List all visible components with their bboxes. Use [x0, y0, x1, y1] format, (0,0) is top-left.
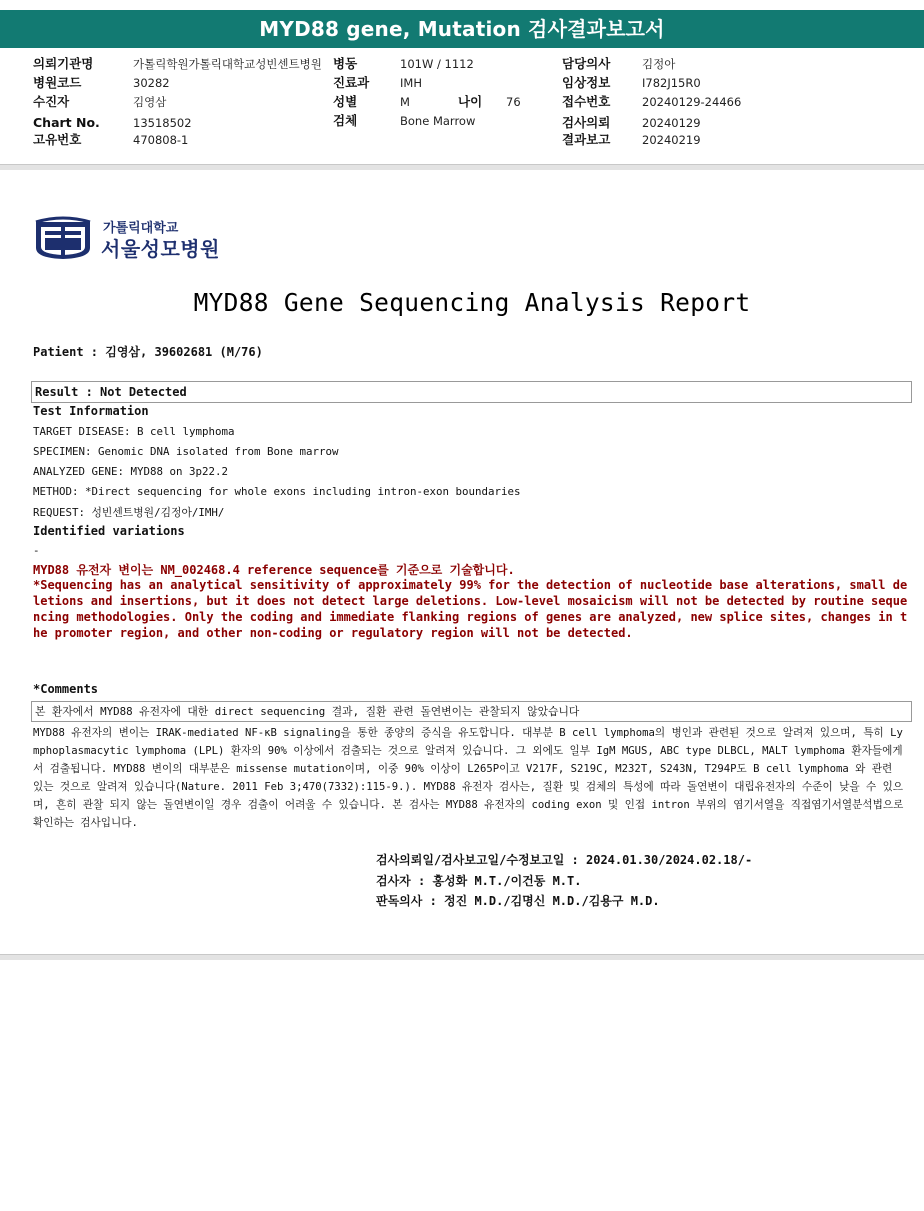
report-dates-line: 검사의뢰일/검사보고일/수정보고일 : 2024.01.30/2024.02.18/- — [376, 853, 753, 867]
identified-variations-value: - — [33, 544, 40, 557]
report-title: MYD88 Gene Sequencing Analysis Report — [193, 288, 751, 317]
header-label-age: 나이 — [458, 94, 483, 109]
comments-heading: *Comments — [33, 682, 99, 696]
result-text: Result : Not Detected — [35, 385, 187, 399]
reference-sequence-note: MYD88 유전자 변이는 NM_002468.4 reference sequence를 기준으로 기술합니다. — [33, 563, 515, 577]
header-label-sex: 성별 — [333, 94, 358, 109]
logo-hospital-name: 서울성모병원 — [101, 237, 220, 261]
analyzed-gene-line: ANALYZED GENE: MYD88 on 3p22.2 — [33, 465, 229, 478]
header-value-hospital-code: 30282 — [133, 76, 170, 90]
header-value-age: 76 — [506, 95, 521, 109]
header-separator — [0, 164, 924, 170]
identified-variations-heading: Identified variations — [33, 524, 185, 538]
header-label-patient: 수진자 — [33, 94, 70, 109]
header-label-accession-no: 접수번호 — [562, 94, 611, 109]
header-value-accession-no: 20240129-24466 — [642, 95, 742, 109]
header-value-sex: M — [400, 95, 410, 109]
footer-separator — [0, 954, 924, 960]
header-label-department: 진료과 — [333, 75, 370, 90]
header-value-clinical-info: I782J15R0 — [642, 76, 701, 90]
header-label-ward: 병동 — [333, 56, 358, 71]
comment-summary: 본 환자에서 MYD88 유전자에 대한 direct sequencing 결과, 질환 관련 돌연변이는 관찰되지 않았습니다 — [35, 705, 580, 718]
header-label-requesting-institution: 의뢰기관명 — [33, 56, 94, 71]
header-label-chart-no: Chart No. — [33, 115, 100, 130]
header-value-ward: 101W / 1112 — [400, 57, 474, 71]
header-value-attending-doctor: 김정아 — [642, 57, 676, 71]
header-label-hospital-code: 병원코드 — [33, 75, 82, 90]
hospital-emblem-icon — [32, 216, 94, 260]
header-label-attending-doctor: 담당의사 — [562, 56, 611, 71]
request-line: REQUEST: 성빈센트병원/김정아/IMH/ — [33, 506, 225, 519]
patient-line: Patient : 김영삼, 39602681 (M/76) — [33, 345, 263, 359]
target-disease-line: TARGET DISEASE: B cell lymphoma — [33, 425, 235, 438]
header-label-request-date: 검사의뢰 — [562, 115, 611, 130]
header-label-specimen: 검체 — [333, 113, 358, 128]
header-value-patient: 김영삼 — [133, 95, 167, 109]
header-value-report-date: 20240219 — [642, 133, 701, 147]
test-information-heading: Test Information — [33, 404, 149, 418]
header-value-request-date: 20240129 — [642, 116, 701, 130]
header-label-clinical-info: 임상정보 — [562, 75, 611, 90]
logo-university-name: 가톨릭대학교 — [103, 221, 179, 236]
header-label-unique-no: 고유번호 — [33, 132, 82, 147]
comment-body: MYD88 유전자의 변이는 IRAK-mediated NF-κB signaling을 통한 종양의 증식을 유도합니다. 대부분 B cell lymphoma의 병인과 관련된 것으로 알려져 있으며, 특히 Lymphoplasmacytic lymphoma (LPL) 환자의 90% 이상에서 검출되는 것으로 알려져 있습니다. 그 외에도 일부 IgM MGUS, ABC type DLBCL, MALT lymphoma 환자들에게서 검출됩니다. MYD88 변이의 대부분은 missense mutation이며, 이중 90% 이상이 L265P이고 V217F, S219C, M232T, S243N, T294P도 B cell lymphoma 와 관련 있는 것으로 알려져 있습니다(Nature. 2011 Feb 3;470(7332):115-9.). MYD88 유전자 검사는, 질환 및 검체의 특성에 따라 돌연변이 대립유전자의 수준이 낮을 수 있으며, 흔히 관찰 되지 않는 돌연변이일 경우 검출이 어려울 수 있습니다. 본 검사는 MYD88 유전자의 coding exon 및 인접 intron 부위의 염기서열을 직접염기서열분석법으로 확인하는 검사입니다. — [33, 727, 904, 829]
hospital-logo — [30, 213, 220, 261]
header-value-specimen: Bone Marrow — [400, 114, 476, 128]
pathologist-line: 판독의사 : 정진 M.D./김명신 M.D./김용구 M.D. — [376, 894, 660, 908]
tester-line: 검사자 : 홍성화 M.T./이건동 M.T. — [376, 874, 582, 888]
report-window-title: MYD88 gene, Mutation 검사결과보고서 — [0, 10, 924, 48]
header-label-report-date: 결과보고 — [562, 132, 611, 147]
sensitivity-note: *Sequencing has an analytical sensitivity of approximately 99% for the detection of nucleotide base alterations, small deletions and insertions, but it does not detect large deletions. Low-level mosaicism will not be detected by routine sequencing methodologies. Only the coding and immediate flanking regions of genes are analyzed, new splice sites, changes in the promoter region, and other non-coding or regulatory region will not be detected. — [33, 578, 908, 640]
specimen-line: SPECIMEN: Genomic DNA isolated from Bone marrow — [33, 445, 339, 458]
header-value-department: IMH — [400, 76, 422, 90]
method-line: METHOD: *Direct sequencing for whole exons including intron-exon boundaries — [33, 485, 521, 498]
header-value-requesting-institution: 가톨릭학원가톨릭대학교성빈센트병원 — [133, 57, 322, 71]
header-value-unique-no: 470808-1 — [133, 133, 189, 147]
header-value-chart-no: 13518502 — [133, 116, 192, 130]
